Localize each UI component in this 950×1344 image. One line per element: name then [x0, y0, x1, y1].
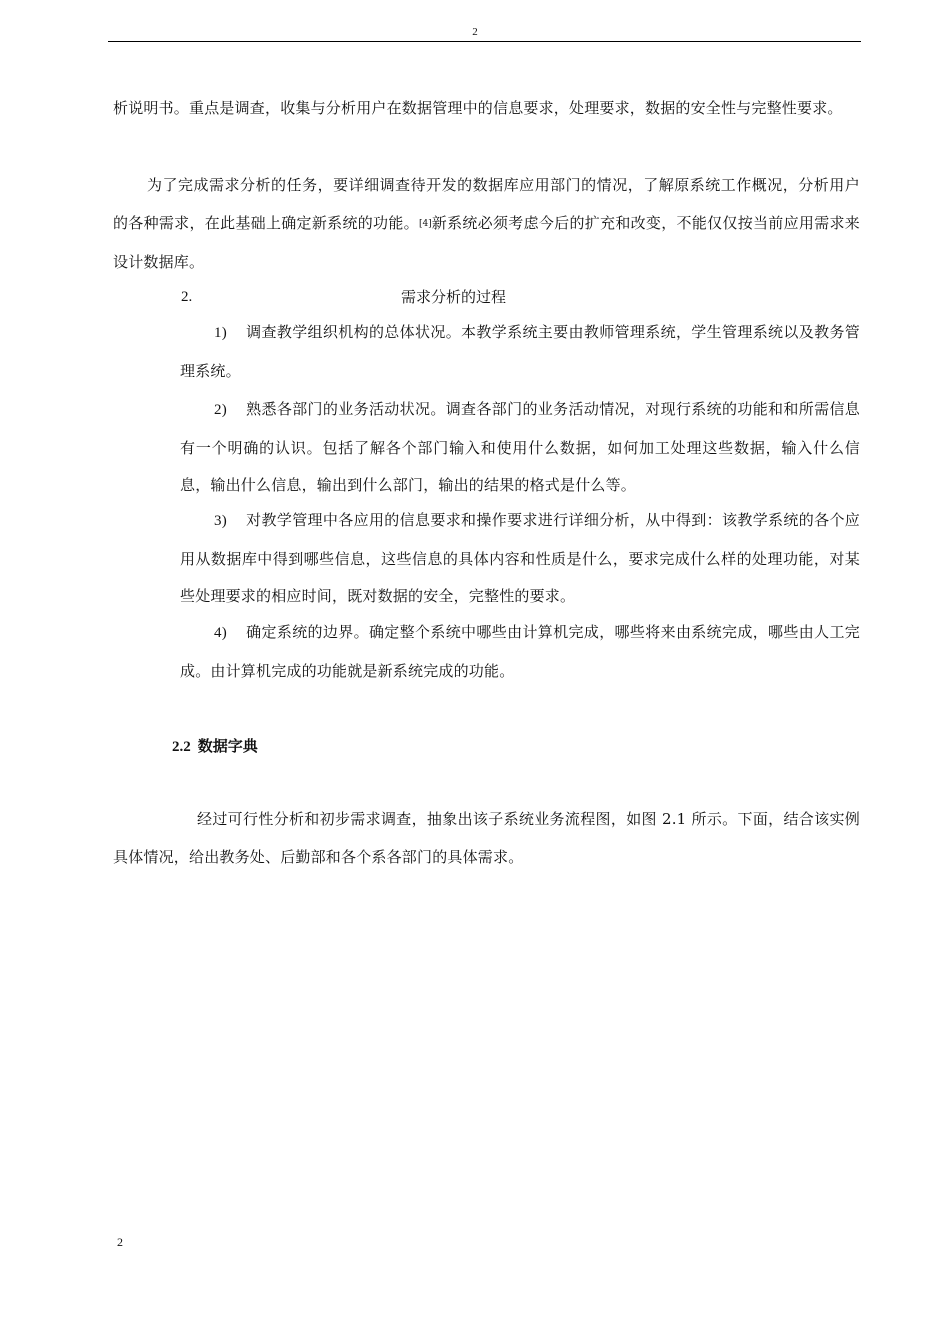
subsection-title: 需求分析的过程 [401, 288, 507, 306]
list-item-text: 确定系统的边界。确定整个系统中哪些由计算机完成，哪些将来由系统完成，哪些由人工完成。由计算机完成的功能就是新系统完成的功能。 [180, 623, 860, 680]
header-page-number: 2 [472, 26, 478, 38]
paragraph-2-text-a: 为了完成需求分析的任务，要详细调查待开发的数据库应用部门的情况，了解原系统工作概况，分析用户的各种需求，在此基础上确定新系统的功能。 [113, 176, 860, 232]
list-item-text: 调查教学组织机构的总体状况。本教学系统主要由教师管理系统，学生管理系统以及教务管理系统。 [180, 323, 860, 380]
section-body: 经过可行性分析和初步需求调查，抽象出该子系统业务流程图，如图 2.1 所示。下面，结合该实例具体情况，给出教务处、后勤部和各个系各部门的具体需求。 [113, 810, 860, 866]
list-item-text: 熟悉各部门的业务活动状况。调查各部门的业务活动情况，对现行系统的功能和和所需信息有一个明确的认识。包括了解各个部门输入和使用什么数据，如何加工处理这些数据，输入什么信息，输出什么信息，输出到什么部门，输出的结果的格式是什么等。 [180, 400, 860, 494]
list-item-number: 2) [214, 402, 227, 418]
list-item-4 [180, 614, 860, 690]
list-item-3 [180, 502, 860, 616]
list-item-number: 4) [214, 625, 227, 641]
paragraph-2 [113, 166, 860, 281]
section-number: 2.2 [172, 739, 191, 755]
list-item-number: 3) [214, 513, 227, 529]
list-item-2 [180, 391, 860, 505]
section-title: 数据字典 [197, 737, 258, 755]
section-heading [172, 734, 258, 759]
paragraph-2-text-b: 新系统必须考虑今后的扩充和改变，不能仅仅按当前应用需求来设计数据库。 [113, 214, 860, 271]
paragraph-1: 析说明书。重点是调查，收集与分析用户在数据管理中的信息要求，处理要求，数据的安全性与完整性要求。 [113, 99, 843, 117]
header-rule [108, 41, 861, 42]
footer-page-number: 2 [117, 1235, 123, 1249]
list-item-number: 1) [214, 325, 227, 341]
subsection-number: 2. [181, 289, 193, 305]
list-item-1 [180, 314, 860, 390]
list-item-text: 对教学管理中各应用的信息要求和操作要求进行详细分析，从中得到：该教学系统的各个应用从数据库中得到哪些信息，这些信息的具体内容和性质是什么，要求完成什么样的处理功能，对某些处理要求的相应时间，既对数据的安全，完整性的要求。 [180, 511, 860, 605]
citation: [4] [418, 219, 432, 229]
